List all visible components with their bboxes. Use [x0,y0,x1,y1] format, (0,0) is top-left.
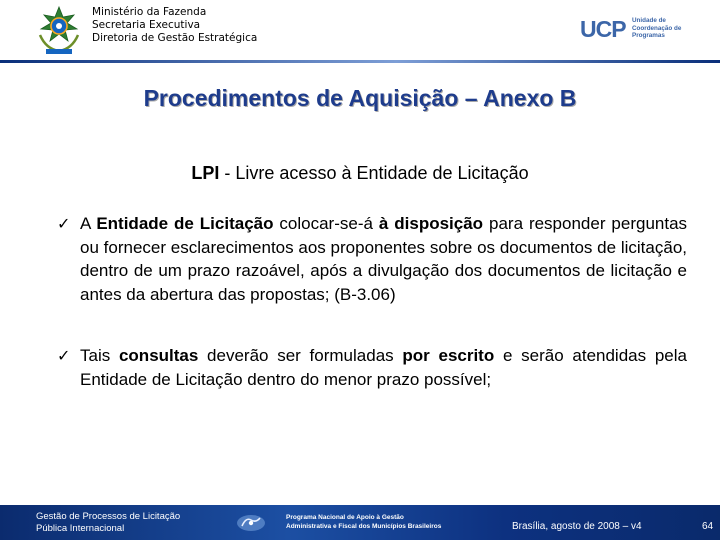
footer-program-name [286,514,441,531]
slide-subtitle [0,163,720,184]
header-divider [0,60,720,63]
ucp-sub-line: Coordenação de [632,24,682,32]
ucp-logo-letters: UCP [580,16,626,42]
directorate-line: Diretoria de Gestão Estratégica [92,32,258,44]
bullet-text-bold: por escrito [402,346,495,365]
footer-course-line: Pública Internacional [36,523,125,534]
subtitle-lpi: LPI [191,163,220,183]
bullet-text [57,212,687,306]
bullet-text-bold: à disposição [378,214,484,233]
ucp-logo-subtitle [632,17,681,40]
check-icon: ✓ [57,346,71,365]
ucp-logo [580,16,688,42]
footer-program-line: Administrativa e Fiscal dos Municípios Brasileiros [286,522,442,530]
ministry-line: Ministério da Fazenda [92,6,207,18]
footer-course-line: Gestão de Processos de Licitação [36,511,181,522]
bullet-text-part: Tais [80,346,119,365]
bullet-text [57,344,687,391]
bullet-text-bold: Entidade de Licitação [96,214,274,233]
check-icon: ✓ [57,214,71,233]
ministry-header [92,6,257,45]
secretariat-line: Secretaria Executiva [92,19,201,31]
bullet-text-part: e serão atendidas pela Entidade de Licitação dentro do menor prazo possível; [80,346,687,389]
footer-date: Brasília, agosto de 2008 – v4 [512,521,642,532]
coat-of-arms-icon [34,5,84,57]
footer-program-line: Programa Nacional de Apoio à Gestão [286,514,404,521]
footer-bar [0,505,720,540]
page-number: 64 [702,521,714,532]
bullet-text-part: colocar-se-á [273,214,379,233]
slide-title: Procedimentos de Aquisição – Anexo B [143,85,577,111]
bullet-text-bold: consultas [118,346,199,365]
bullet-text-part: para responder perguntas ou fornecer esclarecimentos aos proponentes sobre os documentos de licitação, dentro de um prazo razoável, após a divulgação dos documentos de licitação e antes da abertura das propostas; (B-3.06) [80,214,688,304]
bullet-item [57,344,687,391]
ucp-sub-line: Unidade de [632,17,666,24]
footer-course-name [36,511,180,535]
subtitle-rest: - Livre acesso à Entidade de Licitação [219,163,529,183]
pnafm-logo-icon [236,514,266,532]
bullet-text-part: deverão ser formuladas [198,346,403,365]
ucp-sub-line: Programas [632,32,665,39]
bullet-text-part: A [80,214,97,233]
bullet-item [57,212,687,306]
